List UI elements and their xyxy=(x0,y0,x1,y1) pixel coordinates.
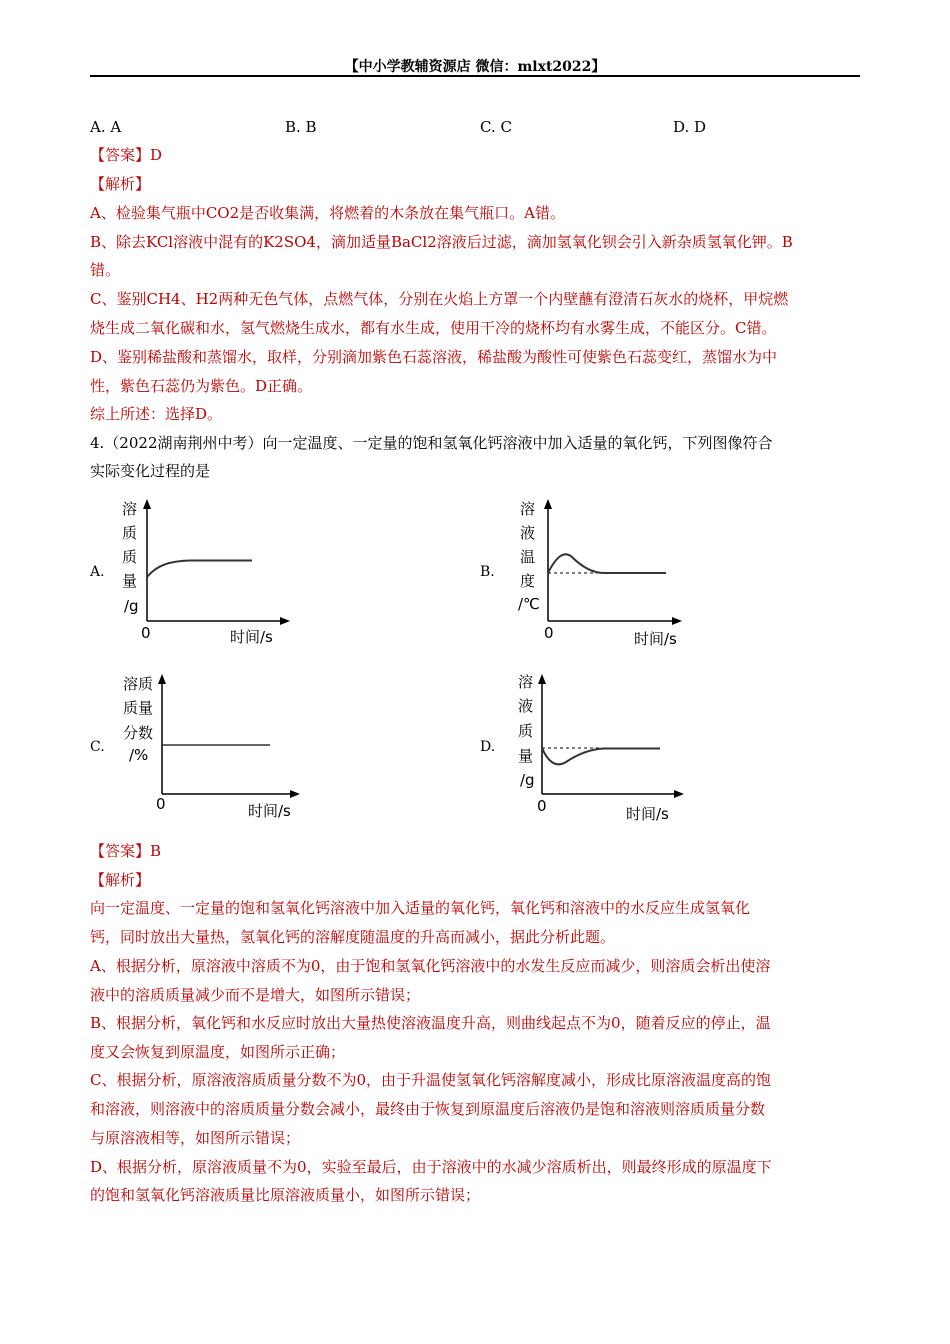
q4-analysis-line: B、根据分析，氧化钙和水反应时放出大量热使溶液温度升高，则曲线起点不为0，随着反应的停止，温 xyxy=(90,1014,771,1032)
graph-a-y-arrow xyxy=(143,499,151,509)
q4-stem-line: 4.（2022湖南荆州中考）向一定温度、一定量的饱和氢氧化钙溶液中加入适量的氧化钙，下列图像符合 xyxy=(90,434,773,452)
q4-analysis-line: 液中的溶质质量减少而不是增大，如图所示错误； xyxy=(90,986,421,1004)
graph-d-ylabel: /g xyxy=(520,771,535,789)
graph-d-x-arrow xyxy=(674,790,684,798)
graph-b-ylabel: 度 xyxy=(520,572,536,590)
graph-a-curve xyxy=(147,561,252,578)
q3-option-d: D. D xyxy=(673,118,707,136)
graph-d-xlabel: 时间/s xyxy=(626,805,669,823)
graph-d xyxy=(508,670,708,830)
q4-stem-line: 实际变化过程的是 xyxy=(90,462,211,480)
graph-b-x-arrow xyxy=(672,617,682,625)
q3-summary: 综上所述：选择D。 xyxy=(90,405,223,423)
graph-c-ylabel: 分数 xyxy=(123,724,154,742)
graph-a-ylabel: /g xyxy=(124,597,139,615)
q4-analysis-line: A、根据分析，原溶液中溶质不为0，由于饱和氢氧化钙溶液中的水发生反应而减少，则溶质会析出使溶 xyxy=(90,957,771,975)
graph-b-xlabel: 时间/s xyxy=(634,630,677,648)
q4-analysis-line: C、根据分析，原溶液溶质质量分数不为0，由于升温使氢氧化钙溶解度减小，形成比原溶液温度高的饱 xyxy=(90,1071,772,1089)
graph-d-ylabel: 质 xyxy=(518,722,534,740)
q4-analysis-label: 【解析】 xyxy=(90,871,151,889)
graph-c-option-label: C. xyxy=(90,739,105,755)
q3-option-b: B. B xyxy=(285,118,317,136)
graph-a xyxy=(110,495,310,655)
graph-c-ylabel: 溶质 xyxy=(123,675,154,693)
graph-d-ylabel: 溶 xyxy=(518,673,534,691)
graph-a-ylabel: 量 xyxy=(122,572,138,590)
graph-b-ylabel: /℃ xyxy=(518,595,540,613)
graph-a-origin: 0 xyxy=(141,624,151,642)
q4-analysis-line: 度又会恢复到原温度，如图所示正确； xyxy=(90,1043,346,1061)
graph-b-option-label: B. xyxy=(480,564,495,580)
graph-d-curve xyxy=(542,748,660,764)
graph-c-y-arrow xyxy=(158,674,166,684)
graph-b-ylabel: 液 xyxy=(520,524,536,542)
graph-a-xlabel: 时间/s xyxy=(230,628,273,646)
graph-b-ylabel: 溶 xyxy=(520,500,536,518)
graph-a-option-label: A. xyxy=(90,564,105,580)
graph-c-origin: 0 xyxy=(156,795,166,813)
graph-a-ylabel: 质 xyxy=(122,548,138,566)
graph-b-ylabel: 温 xyxy=(520,548,536,566)
graph-d-option-label: D. xyxy=(480,739,496,755)
graph-b-curve xyxy=(548,554,666,573)
q4-analysis-line: 钙，同时放出大量热，氢氧化钙的溶解度随温度的升高而减小，据此分析此题。 xyxy=(90,928,616,946)
graph-b-y-arrow xyxy=(544,499,552,509)
page-header: 【中小学教辅资源店 微信：mlxt2022】 xyxy=(344,59,606,75)
q3-analysis-line: 错。 xyxy=(90,261,121,279)
graph-c-ylabel: /% xyxy=(129,746,149,764)
q4-analysis-line: 的饱和氢氧化钙溶液质量比原溶液质量小，如图所示错误； xyxy=(90,1186,481,1204)
graph-a-ylabel: 溶 xyxy=(122,500,138,518)
graph-c-ylabel: 质量 xyxy=(123,699,154,717)
q4-analysis-line: 和溶液，则溶液中的溶质质量分数会减小，最终由于恢复到原温度后溶液仍是饱和溶液则溶质质量分数 xyxy=(90,1100,766,1118)
q3-analysis-line: B、除去KCl溶液中混有的K2SO4，滴加适量BaCl2溶液后过滤，滴加氢氧化钡会引入新杂质氢氧化钾。B xyxy=(90,233,793,251)
q4-analysis-line: D、根据分析，原溶液质量不为0，实验至最后，由于溶液中的水减少溶质析出，则最终形成的原温度下 xyxy=(90,1158,772,1176)
graph-b-origin: 0 xyxy=(544,624,554,642)
q3-analysis-line: 性，紫色石蕊仍为紫色。D正确。 xyxy=(90,377,313,395)
q3-analysis-line: A、检验集气瓶中CO2是否收集满，将燃着的木条放在集气瓶口。A错。 xyxy=(90,204,565,222)
graph-d-y-arrow xyxy=(538,674,546,684)
q3-answer: 【答案】D xyxy=(90,146,163,164)
graph-c xyxy=(120,670,320,830)
q3-analysis-line: C、鉴别CH4、H2两种无色气体，点燃气体，分别在火焰上方罩一个内壁蘸有澄清石灰水的烧杯，甲烷燃 xyxy=(90,290,789,308)
q3-option-c: C. C xyxy=(480,118,512,136)
q3-analysis-label: 【解析】 xyxy=(90,175,151,193)
graph-b xyxy=(508,495,708,655)
graph-a-x-arrow xyxy=(280,617,290,625)
graph-d-origin: 0 xyxy=(537,797,547,815)
q3-option-a: A. A xyxy=(90,118,122,136)
graph-a-ylabel: 质 xyxy=(122,524,138,542)
graph-d-ylabel: 液 xyxy=(518,697,534,715)
q4-answer: 【答案】B xyxy=(90,842,162,860)
q3-analysis-line: 烧生成二氧化碳和水，氢气燃烧生成水，都有水生成，使用干冷的烧杯均有水雾生成，不能区分。C错。 xyxy=(90,319,777,337)
graph-c-x-arrow xyxy=(290,790,300,798)
q4-analysis-line: 向一定温度、一定量的饱和氢氧化钙溶液中加入适量的氧化钙，氧化钙和溶液中的水反应生成氢氧化 xyxy=(90,899,751,917)
q3-analysis-line: D、鉴别稀盐酸和蒸馏水，取样，分别滴加紫色石蕊溶液，稀盐酸为酸性可使紫色石蕊变红，蒸馏水为中 xyxy=(90,348,778,366)
graph-c-xlabel: 时间/s xyxy=(248,802,291,820)
graph-d-ylabel: 量 xyxy=(518,747,534,765)
header-divider xyxy=(90,75,860,77)
q4-analysis-line: 与原溶液相等，如图所示错误； xyxy=(90,1129,301,1147)
